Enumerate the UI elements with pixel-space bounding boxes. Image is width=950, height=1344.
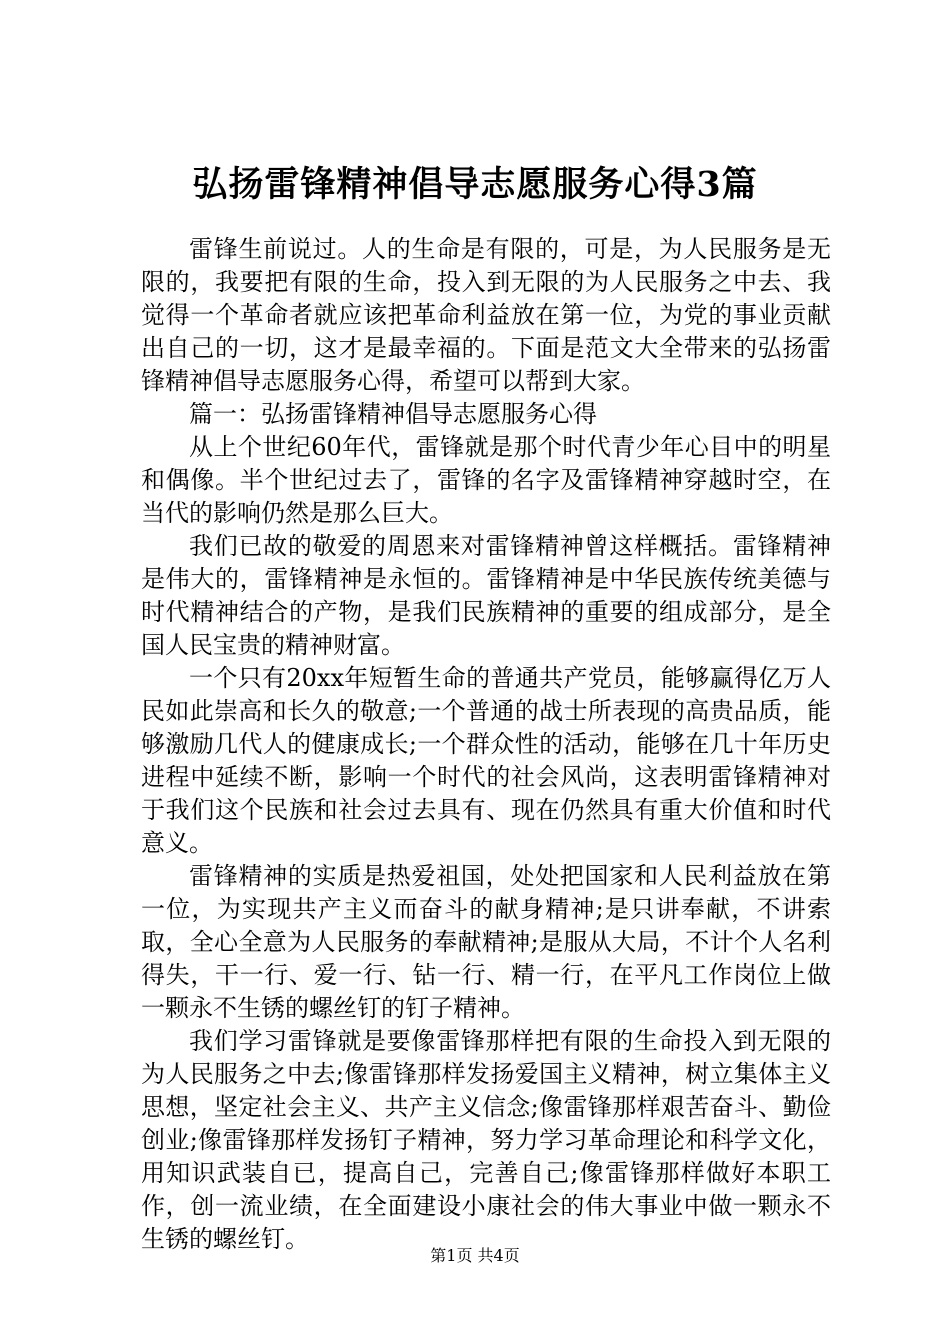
- document-title: 弘扬雷锋精神倡导志愿服务心得3篇: [192, 164, 758, 205]
- paragraph-section-heading: 篇一：弘扬雷锋精神倡导志愿服务心得: [189, 400, 597, 428]
- document-body: [141, 233, 831, 1256]
- paragraph-intro: 雷锋生前说过。人的生命是有限的，可是，为人民服务是无限的，我要把有限的生命，投入到无限的为人民服务之中去、我觉得一个革命者就应该把革命利益放在第一位，为党的事业贡献出自己的一切，这才是最幸福的。下面是范文大全带来的弘扬雷锋精神倡导志愿服务心得，希望可以帮到大家。: [141, 235, 831, 395]
- paragraph: 从上个世纪60年代，雷锋就是那个时代青少年心目中的明星和偶像。半个世纪过去了，雷锋的名字及雷锋精神穿越时空，在当代的影响仍然是那么巨大。: [141, 433, 831, 527]
- paragraph: 我们已故的敬爱的周恩来对雷锋精神曾这样概括。雷锋精神是伟大的，雷锋精神是永恒的。雷锋精神是中华民族传统美德与时代精神结合的产物，是我们民族精神的重要的组成部分，是全国人民宝贵的精神财富。: [141, 532, 831, 659]
- paragraph: 一个只有20xx年短暂生命的普通共产党员，能够赢得亿万人民如此崇高和长久的敬意;一个普通的战士所表现的高贵品质，能够激励几代人的健康成长;一个群众性的活动，能够在几十年历史进程中延续不断，影响一个时代的社会风尚，这表明雷锋精神对于我们这个民族和社会过去具有、现在仍然具有重大价值和时代意义。: [141, 664, 831, 857]
- paragraph: 雷锋精神的实质是热爱祖国，处处把国家和人民利益放在第一位，为实现共产主义而奋斗的献身精神;是只讲奉献，不讲索取，全心全意为人民服务的奉献精神;是服从大局，不计个人名利得失，干一行、爱一行、钻一行、精一行，在平凡工作岗位上做一颗永不生锈的螺丝钉的钉子精神。: [141, 862, 831, 1022]
- paragraph: 我们学习雷锋就是要像雷锋那样把有限的生命投入到无限的为人民服务之中去;像雷锋那样发扬爱国主义精神，树立集体主义思想，坚定社会主义、共产主义信念;像雷锋那样艰苦奋斗、勤俭创业;像雷锋那样发扬钉子精神，努力学习革命理论和科学文化，用知识武装自已，提高自己，完善自己;像雷锋那样做好本职工作，创一流业绩，在全面建设小康社会的伟大事业中做一颗永不生锈的螺丝钉。: [141, 1027, 831, 1253]
- page-number-footer: 第1页 共4页: [430, 1246, 520, 1265]
